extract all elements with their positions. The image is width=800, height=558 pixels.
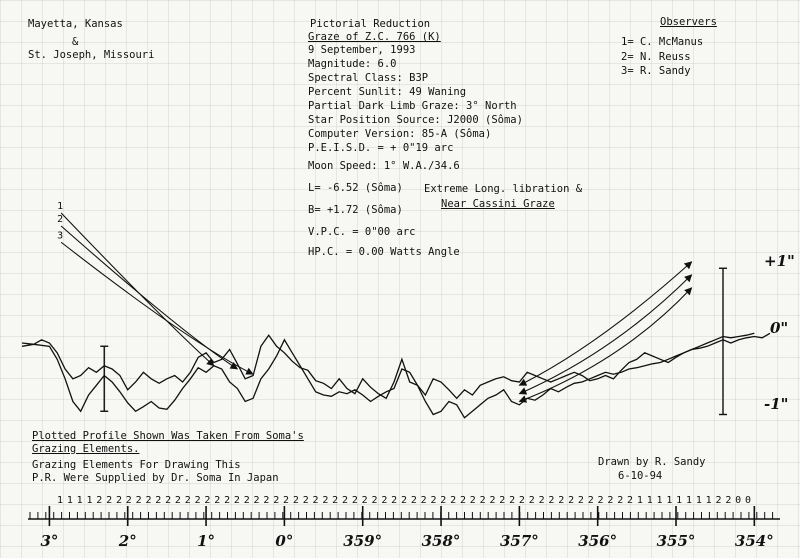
quality-code-digit: 2 xyxy=(568,495,575,506)
quality-code-digit: 2 xyxy=(224,495,231,506)
quality-code-digit: 2 xyxy=(155,495,162,506)
quality-code-digit: 2 xyxy=(469,495,476,506)
quality-code-digit: 1 xyxy=(686,495,693,506)
x-tick-label: 355° xyxy=(656,532,696,550)
footnote: P.R. Were Supplied by Dr. Soma In Japan xyxy=(32,472,279,484)
quality-code-digit: 2 xyxy=(479,495,486,506)
quality-code-digit: 2 xyxy=(184,495,191,506)
x-tick-label: 1° xyxy=(197,532,216,550)
quality-code-digit: 2 xyxy=(725,495,732,506)
quality-code-digit: 2 xyxy=(410,495,417,506)
quality-code-digit: 1 xyxy=(646,495,653,506)
quality-code-digit: 2 xyxy=(253,495,260,506)
quality-code-digit: 2 xyxy=(263,495,270,506)
quality-code-digit: 1 xyxy=(656,495,663,506)
quality-code-digit: 2 xyxy=(430,495,437,506)
quality-code-digit: 2 xyxy=(302,495,309,506)
quality-code-digit: 2 xyxy=(607,495,614,506)
quality-code-digit: 1 xyxy=(86,495,93,506)
drawn-date: 6-10-94 xyxy=(618,470,663,482)
quality-code-digit: 2 xyxy=(233,495,240,506)
x-tick-label: 357° xyxy=(499,532,539,550)
location-amp: & xyxy=(72,36,79,48)
x-tick-label: 358° xyxy=(421,532,461,550)
quality-code-digit: 2 xyxy=(322,495,329,506)
quality-code-digit: 2 xyxy=(587,495,594,506)
libration-note: Near Cassini Graze xyxy=(441,198,555,210)
info-line: Spectral Class: B3P xyxy=(308,72,429,84)
quality-code-digit: 2 xyxy=(273,495,280,506)
footnote: Plotted Profile Shown Was Taken From Soma's xyxy=(32,430,304,442)
quality-code-digit: 2 xyxy=(165,495,172,506)
quality-code-digit: 2 xyxy=(135,495,142,506)
drawn-by: Drawn by R. Sandy xyxy=(598,456,706,468)
footnote: Grazing Elements For Drawing This xyxy=(32,459,241,471)
y-label-plus1: +1" xyxy=(764,252,795,270)
x-tick-label: 354° xyxy=(734,532,774,550)
profile-line-1 xyxy=(22,333,770,398)
observer-path-1-egress xyxy=(519,262,691,386)
location-2: St. Joseph, Missouri xyxy=(28,49,155,61)
subtitle: Graze of Z.C. 766 (K) xyxy=(308,31,441,43)
quality-code-digit: 0 xyxy=(735,495,742,506)
quality-code-digit: 2 xyxy=(420,495,427,506)
quality-code-digit: 2 xyxy=(371,495,378,506)
quality-code-digit: 2 xyxy=(391,495,398,506)
quality-code-digit: 2 xyxy=(400,495,408,506)
location-1: Mayetta, Kansas xyxy=(28,18,123,30)
quality-code-digit: 1 xyxy=(666,495,673,506)
info-line: Percent Sunlit: 49 Waning xyxy=(308,86,467,98)
libration-note: Extreme Long. libration & xyxy=(424,183,583,195)
x-tick-label: 3° xyxy=(40,532,59,550)
quality-code-digit: 2 xyxy=(351,495,358,506)
observers-heading: Observers xyxy=(660,16,717,28)
observer-entry: 1= C. McManus xyxy=(621,36,704,48)
quality-code-digit: 1 xyxy=(636,495,643,506)
info-line: B= +1.72 (Sôma) xyxy=(308,204,403,216)
quality-code-digit: 2 xyxy=(243,495,250,506)
y-label-zero: 0" xyxy=(770,319,789,337)
quality-code-digit: 2 xyxy=(361,495,368,506)
quality-code-digit: 2 xyxy=(115,495,122,506)
observer-path-3-egress xyxy=(519,288,691,402)
quality-code-digit: 2 xyxy=(283,495,290,506)
x-tick-label: 359° xyxy=(343,532,383,550)
info-line: Computer Version: 85-A (Sôma) xyxy=(308,128,492,140)
quality-code-digit: 0 xyxy=(744,495,752,506)
quality-code-digit: 1 xyxy=(705,495,712,506)
x-tick-label: 356° xyxy=(578,532,618,550)
quality-code-digit: 1 xyxy=(76,495,83,506)
quality-code-digit: 2 xyxy=(509,495,516,506)
info-line: HP.C. = 0.00 Watts Angle xyxy=(308,246,460,258)
quality-code-digit: 2 xyxy=(518,495,525,506)
profile-line-2 xyxy=(22,333,754,418)
quality-code-digit: 2 xyxy=(381,495,388,506)
observer-entry: 3= R. Sandy xyxy=(621,65,691,77)
observer-path-label: 3 xyxy=(57,230,64,242)
info-line: V.P.C. = 0"00 arc xyxy=(308,226,416,238)
x-tick-label: 2° xyxy=(118,532,137,550)
info-line: P.E.I.S.D. = + 0"19 arc xyxy=(308,142,454,154)
quality-code-digit: 2 xyxy=(440,495,447,506)
quality-code-digit: 2 xyxy=(332,495,339,506)
quality-code-digit: 2 xyxy=(715,495,722,506)
info-line: Magnitude: 6.0 xyxy=(308,58,397,70)
quality-code-digit: 2 xyxy=(528,495,535,506)
bottom-axis-group xyxy=(28,495,780,550)
quality-code-digit: 2 xyxy=(577,495,584,506)
quality-code-digit: 2 xyxy=(292,495,299,506)
quality-code-digit: 2 xyxy=(214,495,221,506)
info-line: Star Position Source: J2000 (Sôma) xyxy=(308,114,523,126)
observer-path-1-ingress xyxy=(61,213,214,366)
quality-code-digit: 2 xyxy=(597,495,604,506)
quality-code-digit: 2 xyxy=(125,495,132,506)
observer-path-label: 2 xyxy=(57,214,64,225)
observer-paths-group xyxy=(57,201,692,402)
quality-code-digit: 1 xyxy=(695,495,702,506)
info-line: Moon Speed: 1° W.A./34.6 xyxy=(308,160,460,172)
footnote: Grazing Elements. xyxy=(32,443,140,455)
title: Pictorial Reduction xyxy=(310,18,431,30)
quality-code-digit: 2 xyxy=(450,495,457,506)
quality-code-digit: 2 xyxy=(499,495,506,506)
quality-code-digit: 2 xyxy=(548,495,555,506)
quality-code-digit: 2 xyxy=(459,495,466,506)
observer-entry: 2= N. Reuss xyxy=(621,51,691,63)
quality-code-digit: 2 xyxy=(489,495,496,506)
info-line: L= -6.52 (Sôma) xyxy=(308,182,403,194)
quality-code-digit: 2 xyxy=(627,495,634,506)
quality-code-digit: 2 xyxy=(145,495,152,506)
observer-path-2-ingress xyxy=(61,226,237,369)
quality-code-digit: 2 xyxy=(538,495,545,506)
quality-code-digit: 2 xyxy=(174,495,181,506)
quality-code-digit: 1 xyxy=(66,495,73,506)
quality-code-digit: 2 xyxy=(194,495,201,506)
quality-code-digit: 1 xyxy=(56,495,64,506)
quality-code-digit: 2 xyxy=(312,495,319,506)
quality-code-digit: 2 xyxy=(106,495,113,506)
x-tick-label: 0° xyxy=(275,532,294,550)
quality-code-digit: 2 xyxy=(96,495,103,506)
quality-code-digit: 2 xyxy=(558,495,565,506)
quality-code-digit: 1 xyxy=(676,495,683,506)
y-label-minus1: -1" xyxy=(764,395,789,413)
quality-code-digit: 2 xyxy=(617,495,624,506)
observer-path-label: 1 xyxy=(57,201,64,212)
quality-code-digit: 2 xyxy=(204,495,211,506)
info-line: Partial Dark Limb Graze: 3° North xyxy=(308,100,517,112)
quality-code-digit: 2 xyxy=(342,495,349,506)
info-line: 9 September, 1993 xyxy=(308,44,416,56)
